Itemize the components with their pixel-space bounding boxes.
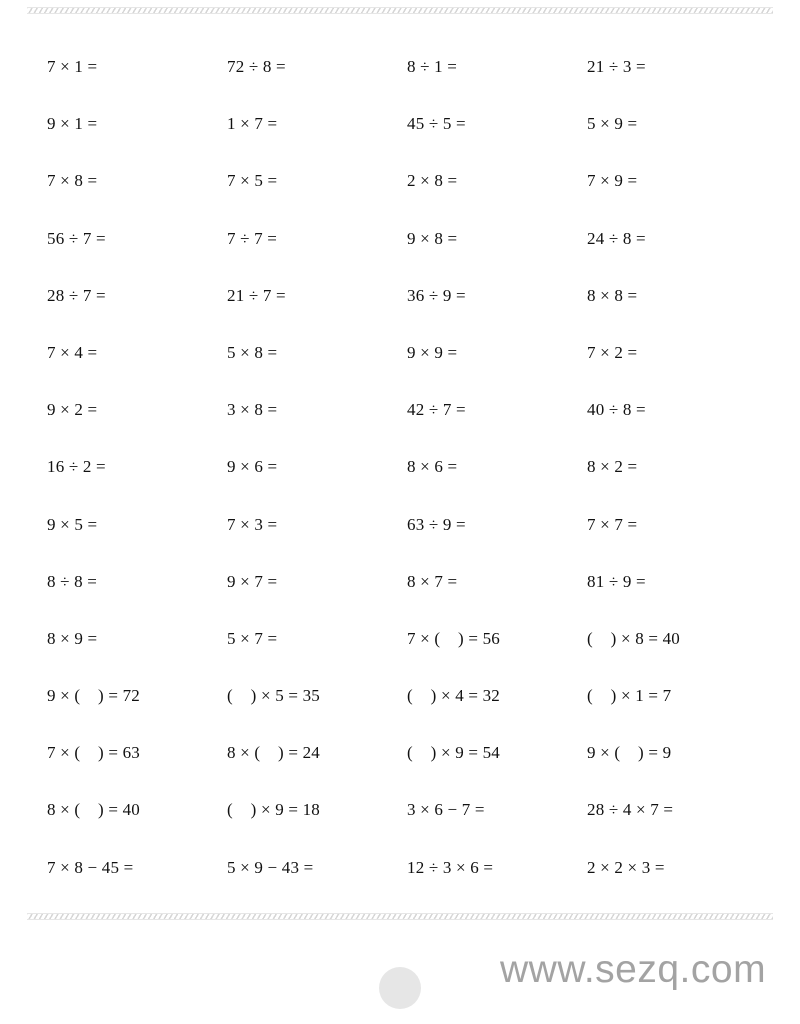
- math-problem: 9 × 7 =: [227, 571, 278, 591]
- math-problem: 8 ÷ 1 =: [407, 57, 458, 76]
- math-problem: 7 × 8 =: [47, 171, 98, 191]
- problem-row: [47, 567, 767, 624]
- problem-row: [47, 510, 767, 567]
- math-problem: 3 × 6 − 7 =: [407, 800, 485, 820]
- problem-row: [47, 52, 767, 109]
- bottom-divider-stripe: [27, 913, 773, 920]
- math-problem: 9 × 1 =: [47, 114, 98, 134]
- math-problem: 3 × 8 =: [227, 400, 278, 420]
- math-problem: 8 × 8 =: [587, 285, 638, 305]
- math-problem: ( ) × 9 = 18: [227, 800, 320, 820]
- math-problem: 8 × 6 =: [407, 457, 458, 477]
- math-problem: 72 ÷ 8 =: [227, 57, 286, 76]
- math-problem: 63 ÷ 9 =: [407, 514, 466, 534]
- page-dot-icon: [379, 967, 421, 1009]
- math-problem: 21 ÷ 7 =: [227, 285, 286, 305]
- problem-row: [47, 166, 767, 223]
- math-problem: 7 × 2 =: [587, 342, 638, 362]
- math-problem: 12 ÷ 3 × 6 =: [407, 857, 494, 877]
- math-problem: 36 ÷ 9 =: [407, 285, 466, 305]
- math-problem: 28 ÷ 7 =: [47, 285, 106, 305]
- math-problem: 8 × 7 =: [407, 571, 458, 591]
- problem-row: [47, 681, 767, 738]
- math-problem: 7 × ( ) = 56: [407, 628, 500, 648]
- math-problem: 8 × 9 =: [47, 628, 98, 648]
- problem-row: [47, 395, 767, 452]
- problem-row: [47, 738, 767, 795]
- problem-row: [47, 338, 767, 395]
- math-problem: 56 ÷ 7 =: [47, 228, 106, 248]
- math-problem: ( ) × 1 = 7: [587, 686, 672, 706]
- problem-row: [47, 452, 767, 509]
- site-url: www.sezq.com: [500, 948, 767, 991]
- math-problem: 7 × ( ) = 63: [47, 743, 140, 763]
- math-problem: 1 × 7 =: [227, 114, 278, 134]
- problem-row: [47, 853, 767, 910]
- problem-row: [47, 795, 767, 852]
- math-problem: 8 ÷ 8 =: [47, 571, 98, 591]
- math-problem: ( ) × 4 = 32: [407, 686, 500, 706]
- math-problem: 9 × ( ) = 9: [587, 743, 672, 763]
- math-problem: 7 × 5 =: [227, 171, 278, 191]
- math-problem: 7 × 3 =: [227, 514, 278, 534]
- math-problem: 5 × 8 =: [227, 342, 278, 362]
- math-problem: 42 ÷ 7 =: [407, 400, 466, 420]
- math-problem: 9 × 6 =: [227, 457, 278, 477]
- math-problem: 8 × 2 =: [587, 457, 638, 477]
- math-problem: 24 ÷ 8 =: [587, 228, 646, 248]
- math-problem: 5 × 9 − 43 =: [227, 857, 314, 877]
- math-problem: 7 ÷ 7 =: [227, 228, 278, 248]
- math-problem: ( ) × 8 = 40: [587, 628, 680, 648]
- math-problem: 9 × 9 =: [407, 342, 458, 362]
- problem-row: [47, 224, 767, 281]
- math-problem: 45 ÷ 5 =: [407, 114, 466, 134]
- math-problem: ( ) × 5 = 35: [227, 686, 320, 706]
- math-problem: 7 × 1 =: [47, 57, 98, 76]
- math-problem: 2 × 2 × 3 =: [587, 857, 665, 877]
- problem-row: [47, 109, 767, 166]
- math-problem: 16 ÷ 2 =: [47, 457, 106, 477]
- math-problem: ( ) × 9 = 54: [407, 743, 500, 763]
- math-problem: 8 × ( ) = 40: [47, 800, 140, 820]
- math-problem: 21 ÷ 3 =: [587, 57, 646, 76]
- math-problem: 9 × ( ) = 72: [47, 686, 140, 706]
- math-problem: 7 × 7 =: [587, 514, 638, 534]
- math-problem: 9 × 5 =: [47, 514, 98, 534]
- math-problem: 9 × 8 =: [407, 228, 458, 248]
- math-problem: 7 × 9 =: [587, 171, 638, 191]
- math-problem: 5 × 9 =: [587, 114, 638, 134]
- math-problem: 2 × 8 =: [407, 171, 458, 191]
- problem-row: [47, 624, 767, 681]
- math-problem: 9 × 2 =: [47, 400, 98, 420]
- math-problem: 28 ÷ 4 × 7 =: [587, 800, 674, 820]
- math-problem: 7 × 8 − 45 =: [47, 857, 134, 877]
- problem-grid: [47, 52, 767, 910]
- top-divider-stripe: [27, 7, 773, 14]
- math-problem: 40 ÷ 8 =: [587, 400, 646, 420]
- math-problem: 81 ÷ 9 =: [587, 571, 646, 591]
- problem-row: [47, 281, 767, 338]
- math-problem: 7 × 4 =: [47, 342, 98, 362]
- math-problem: 5 × 7 =: [227, 628, 278, 648]
- math-problem: 8 × ( ) = 24: [227, 743, 320, 763]
